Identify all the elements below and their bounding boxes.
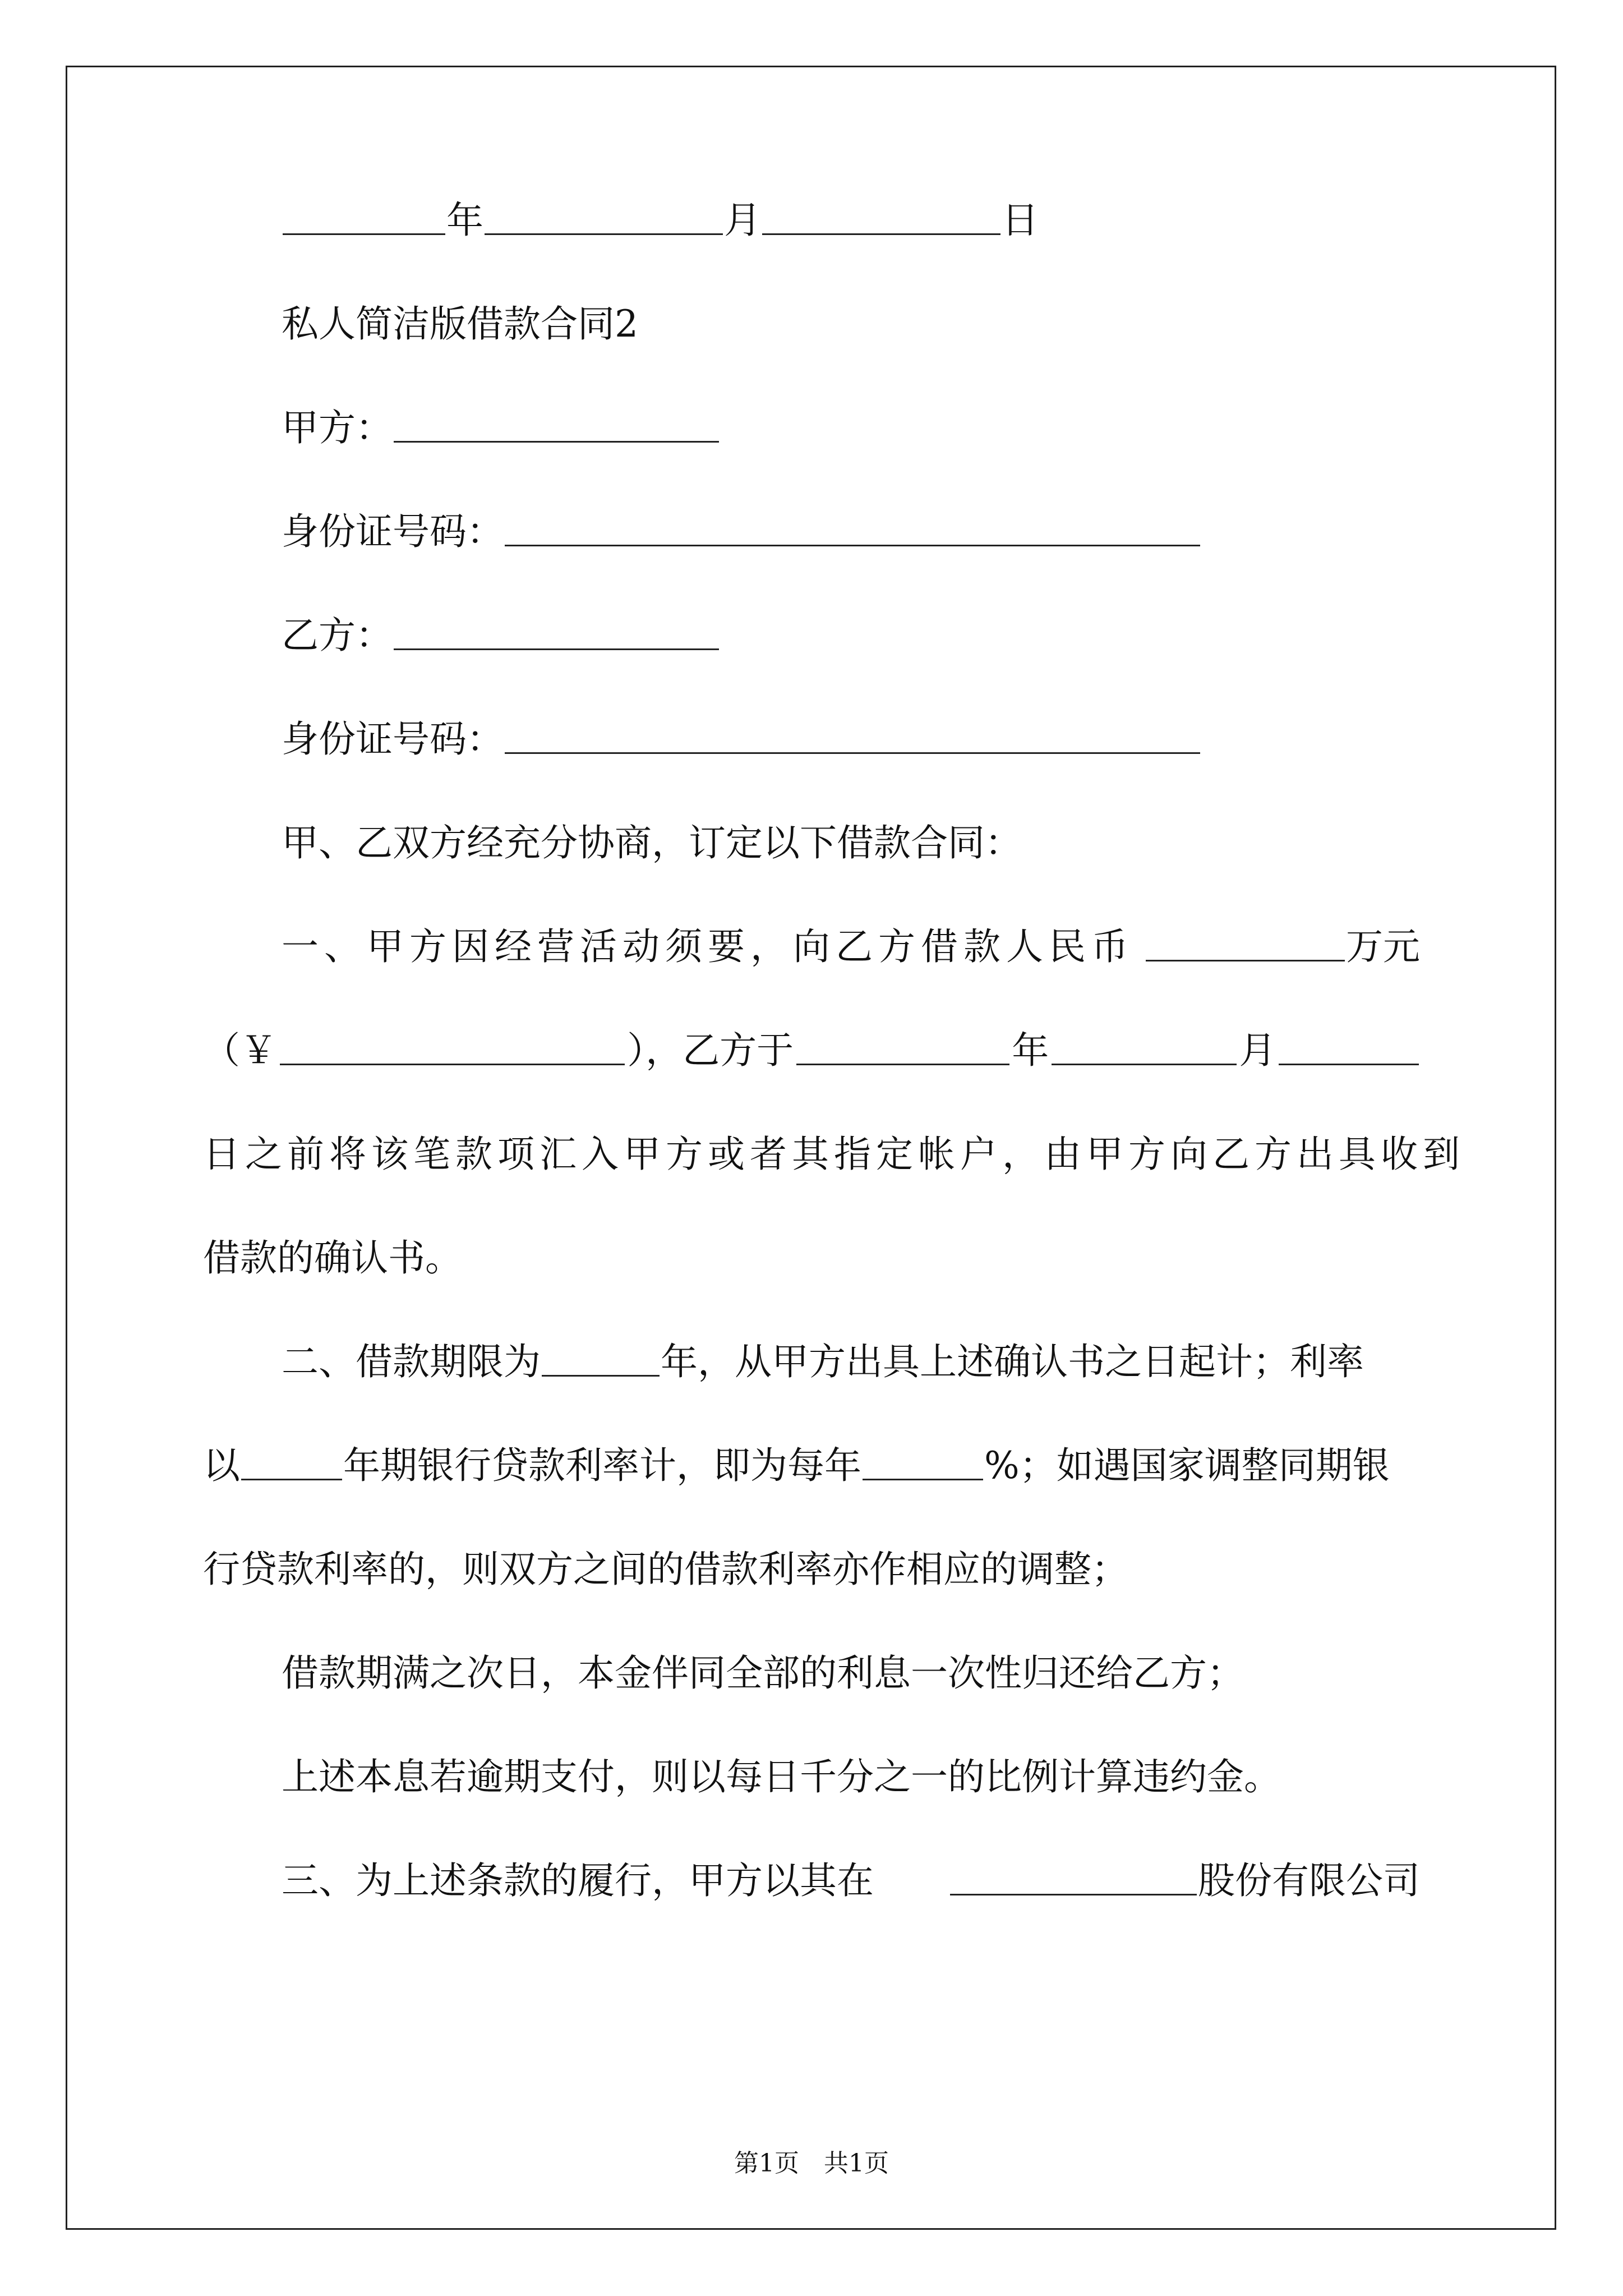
term-text-rest: 年，从甲方出具上述确认书之日起计；利率: [661, 1340, 1364, 1383]
party-a-blank: [394, 436, 719, 443]
amount-open-paren: （￥: [203, 1029, 277, 1072]
party-b-line: [282, 614, 720, 657]
id-a-blank: [505, 540, 1200, 546]
id-b-line: [282, 717, 1201, 761]
intro-paragraph: [282, 821, 1022, 864]
company-name-blank: [950, 1889, 1197, 1895]
party-b-blank: [394, 644, 719, 650]
clause1-line3: [203, 1133, 1465, 1176]
amount-wan-blank: [1146, 955, 1345, 961]
id-a-line: [282, 510, 1201, 553]
clause3-text: 三、为上述条款的履行，甲方以其在: [282, 1859, 874, 1902]
clause1-line1: [282, 925, 1420, 968]
deadline-month-label: 月: [1239, 1029, 1276, 1072]
clause2-line2: [203, 1444, 1390, 1487]
id-a-label: 身份证号码：: [282, 510, 504, 553]
page-number-footer: 第1页 共1页: [734, 2149, 889, 2178]
document-title: [282, 302, 638, 346]
rate-period-blank: [241, 1474, 342, 1480]
clause1-line4: [203, 1236, 462, 1280]
rate-prefix: 以: [203, 1444, 240, 1487]
month-blank: [485, 229, 723, 235]
rate-text-rest: %；如遇国家调整同期银: [984, 1444, 1390, 1487]
id-b-blank: [505, 748, 1200, 754]
day-label: 日: [1002, 199, 1039, 242]
repayment-paragraph: [282, 1651, 1244, 1695]
rate-percent-blank: [863, 1474, 983, 1480]
amount-close-paren: ），乙方于: [627, 1029, 794, 1072]
clause1-line2: [203, 1029, 1420, 1072]
party-b-label: 乙方：: [282, 614, 393, 657]
date-line: [282, 199, 1039, 242]
amount-unit: 万元: [1346, 925, 1420, 968]
month-label: 月: [724, 199, 761, 242]
day-blank: [762, 229, 1000, 235]
deadline-day-blank: [1279, 1059, 1419, 1065]
repayment-text: 借款期满之次日，本金伴同全部的利息一次性归还给乙方；: [282, 1651, 1244, 1695]
clause2-line3-text: 行贷款利率的，则双方之间的借款利率亦作相应的调整；: [203, 1548, 1128, 1591]
id-b-label: 身份证号码：: [282, 717, 504, 761]
clause1-text: 一、甲方因经营活动须要，向乙方借款人民币: [282, 925, 1134, 968]
year-blank: [283, 229, 445, 235]
clause2-line1: [282, 1340, 1364, 1383]
deadline-year-blank: [796, 1059, 1009, 1065]
party-a-line: [282, 406, 720, 449]
amount-yuan-blank: [280, 1059, 625, 1065]
year-label: 年: [446, 199, 483, 242]
term-text: 二、借款期限为: [282, 1340, 541, 1383]
clause1-line4-text: 借款的确认书。: [203, 1236, 462, 1280]
term-years-blank: [542, 1370, 660, 1377]
clause2-line3: [203, 1548, 1128, 1591]
penalty-paragraph: [282, 1755, 1281, 1798]
rate-text: 年期银行贷款利率计，即为每年: [343, 1444, 861, 1487]
penalty-text: 上述本息若逾期支付，则以每日千分之一的比例计算违约金。: [282, 1755, 1281, 1798]
title-text: 私人简洁版借款合同2: [282, 302, 638, 346]
clause1-line3-text: 日之前将该笔款项汇入甲方或者其指定帐户，由甲方向乙方出具收到: [203, 1133, 1465, 1176]
company-suffix: 股份有限公司: [1198, 1859, 1420, 1902]
clause3-line1: [282, 1859, 1420, 1902]
deadline-month-blank: [1052, 1059, 1237, 1065]
intro-text: 甲、乙双方经充分协商，订定以下借款合同：: [282, 821, 1022, 864]
deadline-year-label: 年: [1012, 1029, 1049, 1072]
party-a-label: 甲方：: [282, 406, 393, 449]
